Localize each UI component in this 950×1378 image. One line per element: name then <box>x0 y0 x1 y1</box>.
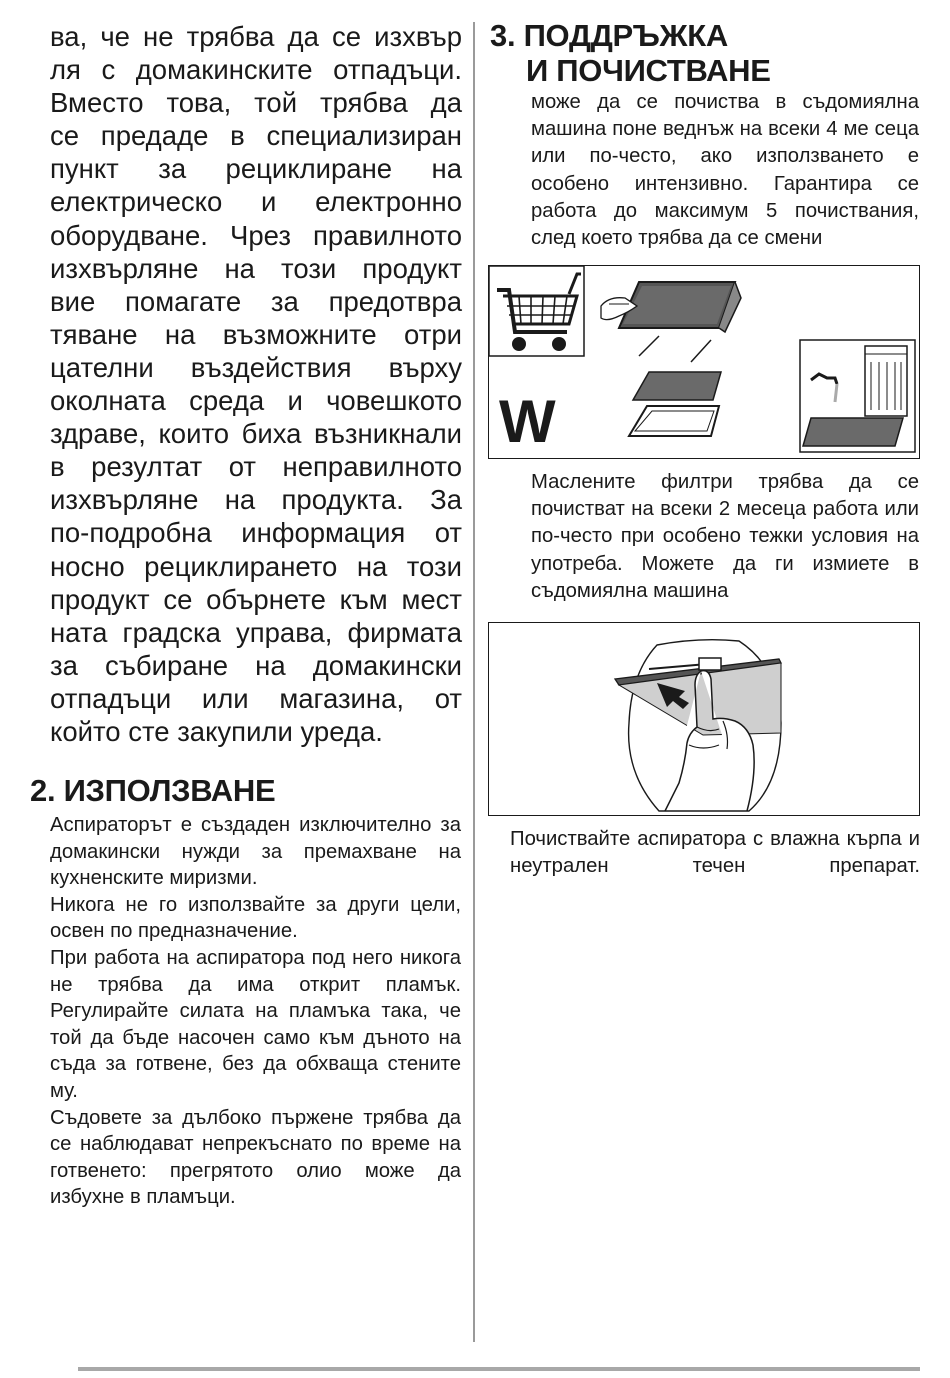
intro-line: ля с домакинските отпадъци. <box>50 54 462 86</box>
intro-paragraph <box>50 20 462 748</box>
hand-pressing-latch-icon <box>489 623 918 814</box>
dishwasher-icon <box>800 340 915 452</box>
intro-line: по-подробна информация от <box>50 517 462 549</box>
intro-line: околната среда и човешкото <box>50 385 462 417</box>
section2-paragraph: Съдовете за дълбоко пържене трябва да се наблюдават непрекъснато по време на готвенето: прегрятото олио може да избухне в пламъци. <box>50 1106 461 1209</box>
section3-title <box>490 18 771 88</box>
intro-text <box>50 20 462 748</box>
section3-title-line1: 3. ПОДДРЪЖКА <box>490 18 728 53</box>
intro-line: пункт за рециклиране на <box>50 153 462 185</box>
intro-line: вие помагате за предотвра <box>50 285 462 317</box>
figure-filter-removal <box>488 622 920 816</box>
intro-line: ната градска управа, фирмата <box>50 616 462 648</box>
intro-line: изхвърляне на този продукт <box>50 252 462 284</box>
column-divider <box>473 22 475 1342</box>
section2-paragraph: При работа на аспиратора под него никога не трябва да има открит пламък. Регулирайте силата на пламъка така, че той да бъде насочен само към дъното на съда за готвене, без да обхваща стените му. <box>50 946 461 1102</box>
intro-line: за събиране на домакински <box>50 649 462 681</box>
intro-line: цателни въздействия върху <box>50 351 462 383</box>
intro-line: електрическо и електронно <box>50 186 462 218</box>
intro-line: който сте закупили уреда. <box>50 715 383 747</box>
intro-line: се предаде в специализиран <box>50 120 462 152</box>
section2-paragraph: Аспираторът е създаден изключително за домакински нужди за премахване на кухненските миризми. <box>50 814 461 890</box>
section3-title-line2: И ПОЧИСТВАНЕ <box>526 53 771 88</box>
figure1-letter: W <box>499 388 556 455</box>
section3-paragraph1: може да се почиства в съдомиялна машина поне веднъж на всеки 4 ме сеца или по-често, ако използването е особено интензивно. Гарантира се работа до максимум 5 почиствания, след което трябва да се смени <box>531 91 919 250</box>
figure-filter-replacement <box>488 265 920 459</box>
section3-paragraph3: Почиствайте аспиратора с влажна кърпа и неутрален течен препарат. <box>510 828 920 878</box>
section2-paragraph: Никога не го използвайте за други цели, освен по предназначение. <box>50 893 461 943</box>
section2-body <box>50 812 461 1211</box>
intro-line: ва, че не трябва да се изхвър <box>50 21 462 52</box>
intro-line: тяване на възможните отри <box>50 318 462 350</box>
intro-line: здраве, които биха възникнали <box>50 418 462 450</box>
footer-bar <box>78 1367 920 1371</box>
shopping-cart-icon <box>489 266 584 356</box>
intro-line: носно рециклирането на този <box>50 550 462 582</box>
intro-line: оборудване. Чрез правилното <box>50 219 462 251</box>
section3-paragraph2: Маслените филтри трябва да се почистват на всеки 2 месеца работа или по-често при особено тежки условия на употреба. Можете да ги измиете в съдомиялна машина <box>531 471 919 602</box>
intro-line: изхвърляне на продукта. За <box>50 484 462 516</box>
intro-line: продукт се обърнете към мест <box>50 583 462 615</box>
intro-line: отпадъци или магазина, от <box>50 682 462 714</box>
filter-panel-icon <box>601 282 741 436</box>
intro-line: Вместо това, той трябва да <box>50 87 462 119</box>
section2-title: 2. ИЗПОЛЗВАНЕ <box>30 773 276 808</box>
intro-line: в резултат от неправилното <box>50 451 462 483</box>
